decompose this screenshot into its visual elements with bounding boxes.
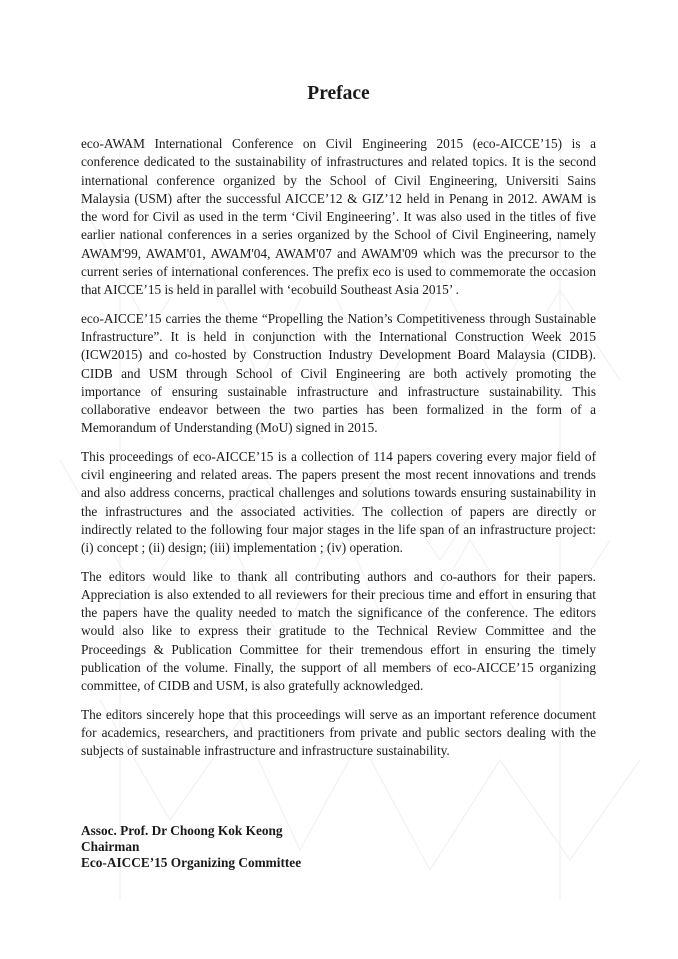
signature-role: Chairman	[81, 839, 140, 854]
paragraph-acknowledgements: The editors would like to thank all contributing authors and co-authors for their papers. Appreciation is also extended to all reviewers for their precious time and effort in ensuring that the papers have the quality needed to match the significance of the conference. The editors would also like to express their gratitude to the Technical Review Committee and the Proceedings & Publication Committee for their tremendous effort in ensuring the timely publication of the volume. Finally, the support of all members of eco-AICCE’15 organizing committee, of CIDB and USM, is also gratefully acknowledged.	[81, 568, 596, 694]
signature-name: Assoc. Prof. Dr Choong Kok Keong	[81, 823, 283, 838]
paragraph-closing: The editors sincerely hope that this proceedings will serve as an important reference document for academics, researchers, and practitioners from private and public sectors dealing with the subjects of sustainable infrastructure and infrastructure sustainability.	[81, 706, 596, 759]
preface-body	[81, 82, 596, 771]
signature-organization: Eco-AICCE’15 Organizing Committee	[81, 855, 302, 870]
signature-block	[81, 823, 301, 871]
page-title: Preface	[307, 83, 370, 104]
paragraph-theme: eco-AICCE’15 carries the theme “Propelling the Nation’s Competitiveness through Sustainable Infrastructure”. It is held in conjunction with the International Construction Week 2015 (ICW2015) and co-hosted by Construction Industry Development Board Malaysia (CIDB). CIDB and USM through School of Civil Engineering are both actively promoting the importance of ensuring sustainable infrastructure and infrastructure sustainability. This collaborative endeavor between the two parties has been formalized in the form of a Memorandum of Understanding (MoU) signed in 2015.	[81, 310, 596, 436]
paragraph-intro: eco-AWAM International Conference on Civil Engineering 2015 (eco-AICCE’15) is a conference dedicated to the sustainability of infrastructures and related topics. It is the second international conference organized by the School of Civil Engineering, Universiti Sains Malaysia (USM) after the successful AICCE’12 & GIZ’12 held in Penang in 2012. AWAM is the word for Civil as used in the term ‘Civil Engineering’. It was also used in the titles of five earlier national conferences in a series organized by the School of Civil Engineering, namely AWAM'99, AWAM'01, AWAM'04, AWAM'07 and AWAM'09 which was the precursor to the current series of international conferences. The prefix eco is used to commemorate the occasion that AICCE’15 is held in parallel with ‘ecobuild Southeast Asia 2015’ .	[81, 136, 596, 298]
paragraph-collection: This proceedings of eco-AICCE’15 is a collection of 114 papers covering every major field of civil engineering and related areas. The papers present the most recent innovations and trends and also address concerns, practical challenges and solutions towards ensuring sustainability in the infrastructures and the associated activities. The collection of papers are directly or indirectly related to the following four major stages in the life span of an infrastructure project: (i) concept ; (ii) design; (iii) implementation ; (iv) operation.	[81, 448, 596, 556]
